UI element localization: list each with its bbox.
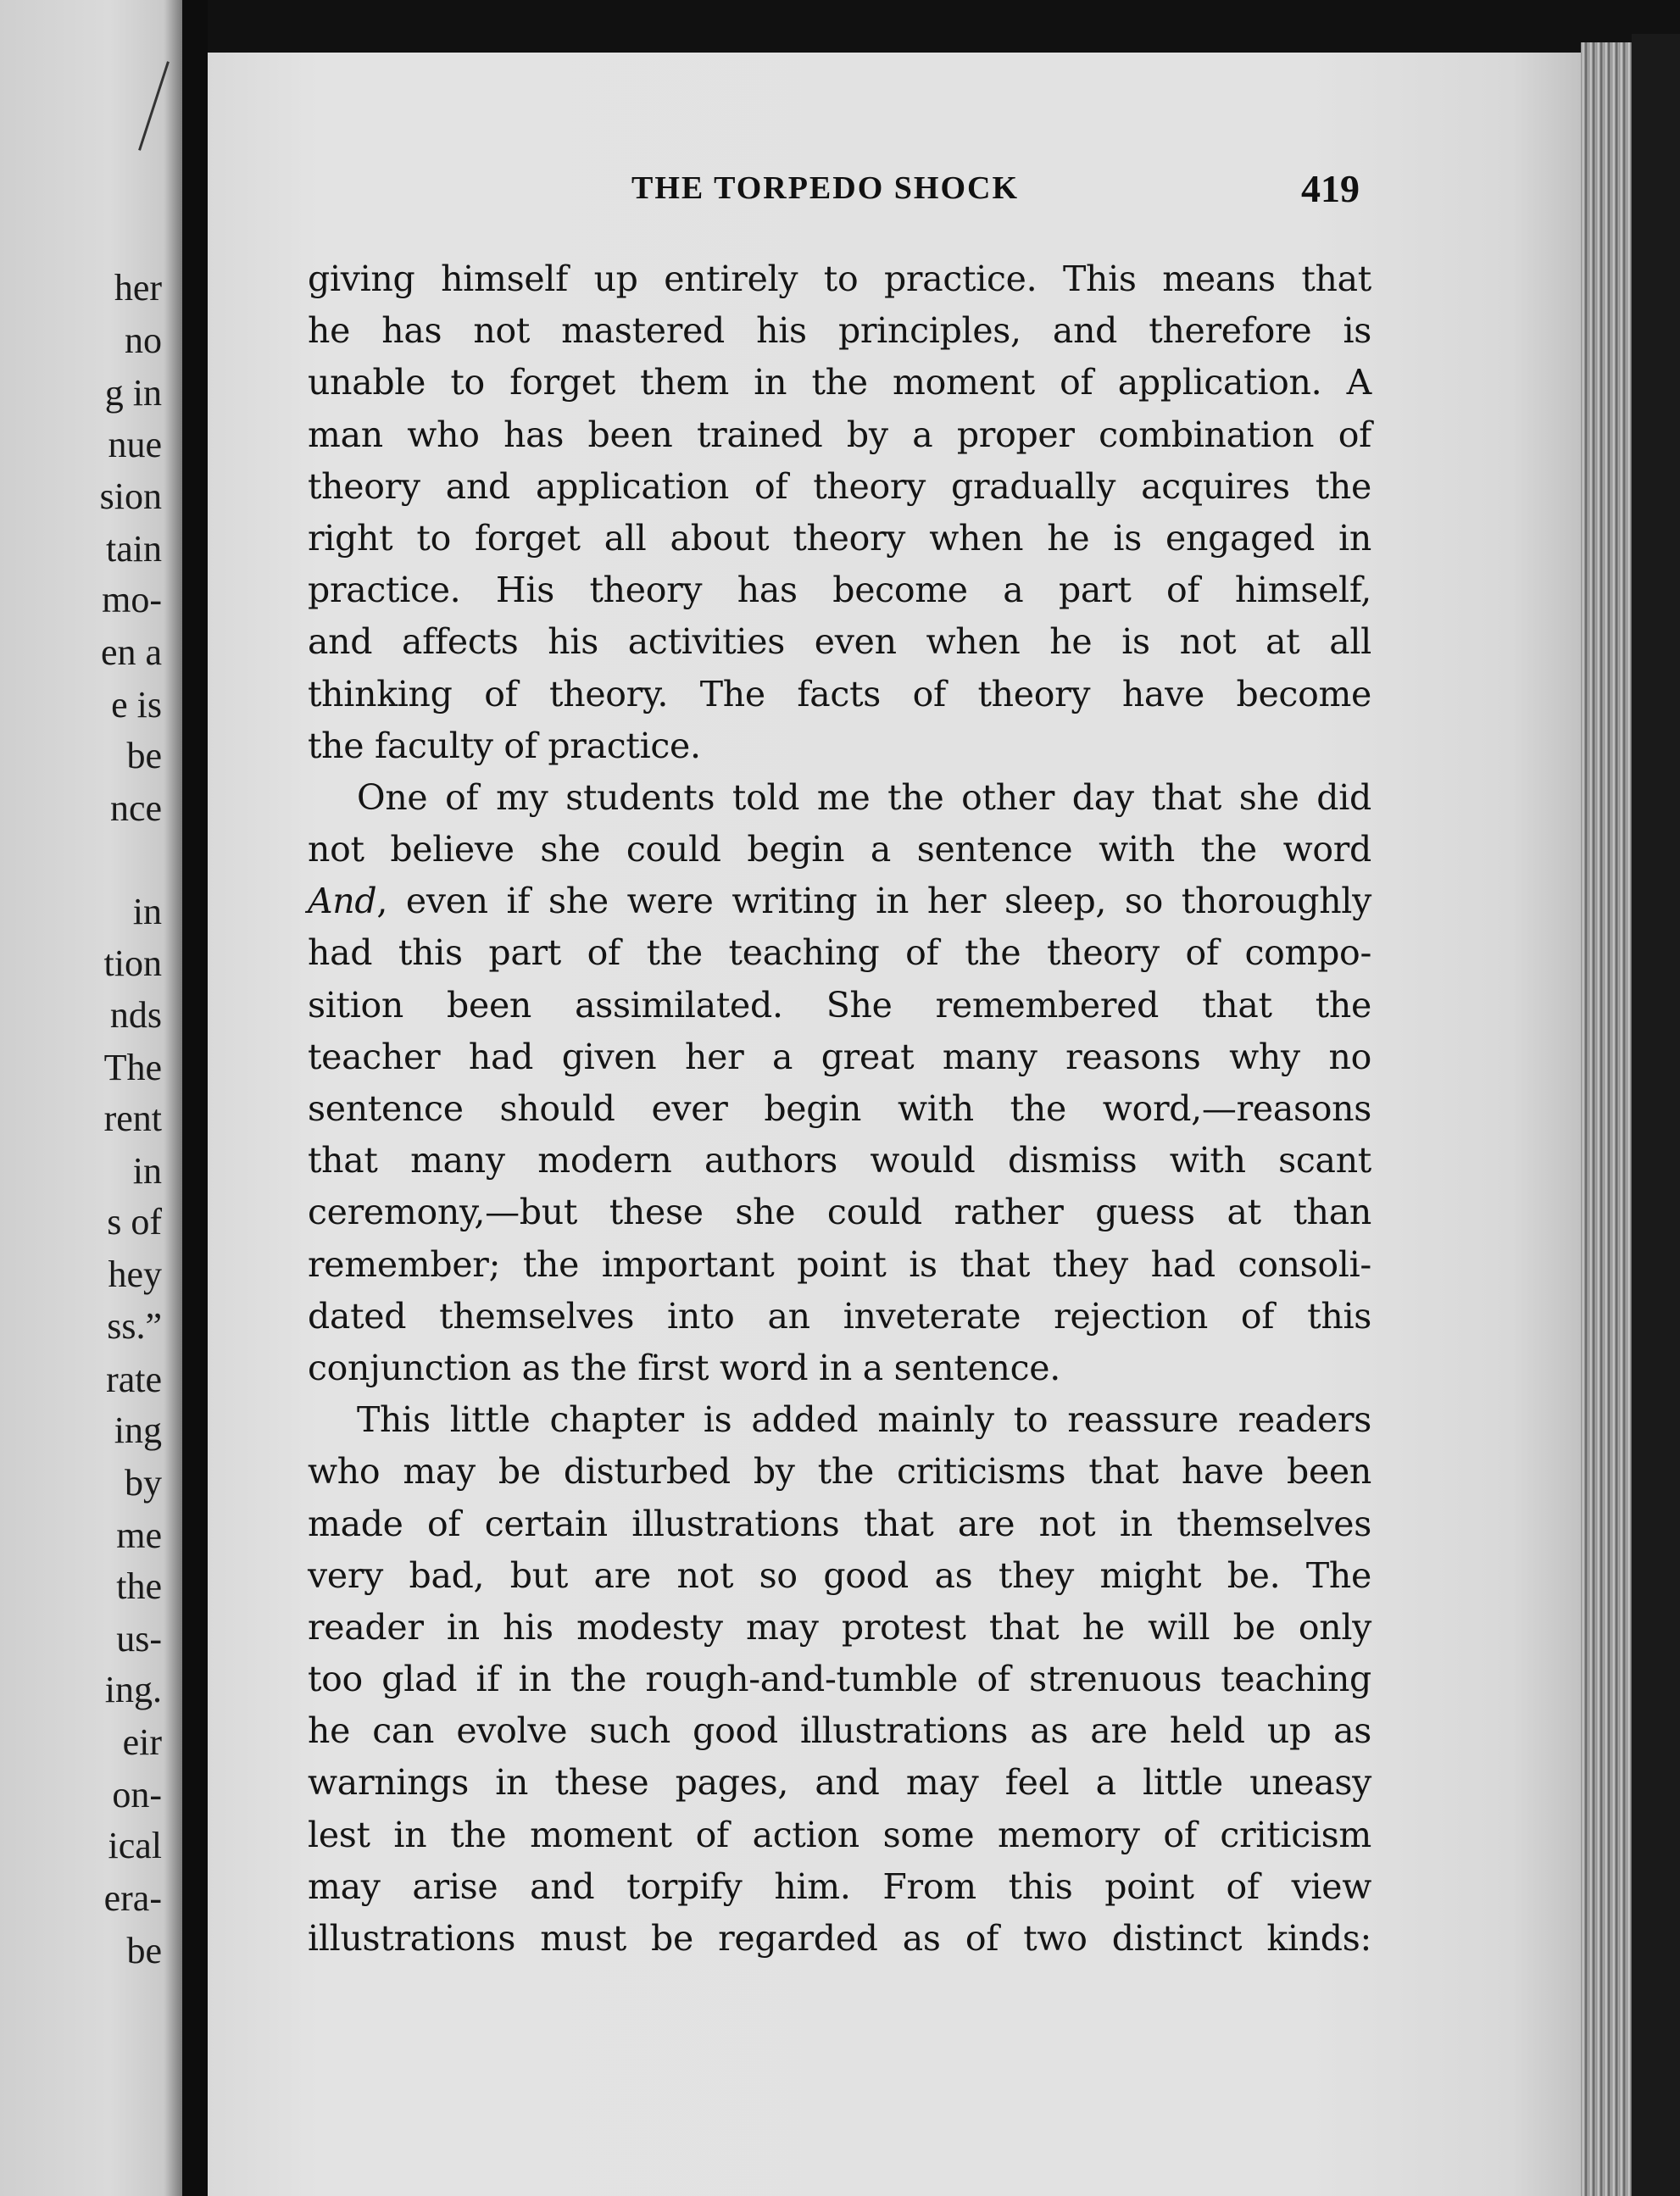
left-page-fragment: me	[116, 1515, 162, 1556]
left-page-fragment: in	[132, 1150, 162, 1192]
page-edge-stack	[1581, 42, 1632, 2196]
page-mark	[138, 61, 170, 151]
text-line: had this part of the teaching of the theory of compo-	[308, 932, 1371, 974]
text-line: made of certain illustrations that are not in themselves	[308, 1503, 1371, 1544]
left-page-fragment: rent	[103, 1098, 162, 1139]
text-line: illustrations must be regarded as of two distinct kinds:	[308, 1918, 1371, 1959]
text-line: ceremony,—but these she could rather guess at than	[308, 1192, 1371, 1233]
text-line: he can evolve such good illustrations as are held up as	[308, 1710, 1371, 1752]
text-line: too glad if in the rough-and-tumble of strenuous teaching	[308, 1659, 1371, 1700]
left-page-fragment: in	[132, 891, 162, 932]
left-page-fragment: nce	[109, 787, 162, 829]
text-line: man who has been trained by a proper combination of	[308, 414, 1371, 455]
book-page	[208, 53, 1581, 2196]
italic-word: And	[308, 881, 377, 922]
left-page-fragment: g in	[104, 372, 162, 414]
text-line-italic-and: And, even if she were writing in her sleep, so thoroughly	[308, 881, 1371, 922]
text-line: remember; the important point is that they had consoli-	[308, 1243, 1371, 1285]
text-line: lest in the moment of action some memory of criticism	[308, 1814, 1371, 1855]
page-header	[208, 167, 1581, 220]
text-line: giving himself up entirely to practice. This means that	[308, 259, 1371, 299]
running-head: THE TORPEDO SHOCK	[631, 170, 1020, 206]
left-page-fragment: be	[126, 735, 162, 776]
left-page-fragment: e is	[111, 684, 162, 726]
left-page-fragment: by	[125, 1462, 162, 1504]
left-page-fragment: ical	[108, 1825, 162, 1866]
text-line: who may be disturbed by the criticisms that have been	[308, 1451, 1371, 1493]
text-line: warnings in these pages, and may feel a little uneasy	[308, 1762, 1371, 1804]
left-page-fragment: no	[125, 320, 162, 361]
text-line: and affects his activities even when he is not at all	[308, 621, 1371, 663]
left-page-fragment: en a	[100, 631, 162, 673]
text-line: the faculty of practice.	[308, 725, 701, 766]
text-line: reader in his modesty may protest that he will be only	[308, 1606, 1371, 1648]
text-line: that many modern authors would dismiss with scant	[308, 1140, 1371, 1181]
text-line: not believe she could begin a sentence with the word	[308, 829, 1371, 870]
text-line: very bad, but are not so good as they might be. The	[308, 1554, 1371, 1596]
left-page-fragment: hey	[108, 1254, 162, 1295]
left-page-fragment: be	[126, 1930, 162, 1971]
scan-border	[1632, 34, 1680, 2196]
text-line: theory and application of theory gradually acquires the	[308, 465, 1371, 507]
text-line: he has not mastered his principles, and therefore is	[308, 310, 1371, 352]
left-page-fragment: her	[114, 267, 162, 309]
text-line: may arise and torpify him. From this point of view	[308, 1865, 1371, 1907]
text-line: right to forget all about theory when he is engaged in	[308, 517, 1371, 559]
left-page-fragment: us-	[116, 1618, 162, 1660]
left-page-fragment: the	[116, 1565, 162, 1607]
body-text	[308, 253, 1371, 1965]
left-facing-page	[0, 0, 182, 2196]
left-page-fragment: nue	[108, 424, 162, 465]
text-line: One of my students told me the other day that she did	[357, 776, 1371, 818]
left-page-fragment: ing	[114, 1409, 162, 1451]
text-line: sentence should ever begin with the word,—reasons	[308, 1088, 1371, 1129]
text-line: This little chapter is added mainly to reassure readers	[357, 1399, 1371, 1441]
left-page-fragment: The	[103, 1047, 162, 1088]
left-page-fragment: ss.”	[107, 1305, 162, 1347]
left-page-fragment: era-	[103, 1877, 162, 1919]
page-number: 419	[1301, 167, 1360, 210]
text-line: sition been assimilated. She remembered that the	[308, 984, 1371, 1026]
left-page-fragment: mo-	[102, 579, 162, 620]
left-page-fragment: tain	[106, 528, 162, 570]
left-page-fragment: tion	[103, 942, 162, 984]
left-page-fragment: rate	[106, 1359, 162, 1400]
text-line: unable to forget them in the moment of application. A	[308, 362, 1371, 403]
text-line: thinking of theory. The facts of theory have become	[308, 673, 1371, 714]
text-line: teacher had given her a great many reasons why no	[308, 1036, 1371, 1077]
text-line: dated themselves into an inveterate rejection of this	[308, 1295, 1371, 1337]
left-page-fragment: ing.	[104, 1669, 162, 1710]
left-page-fragment: on-	[112, 1774, 162, 1815]
left-page-fragment: nds	[109, 994, 162, 1036]
book-gutter	[182, 0, 208, 2196]
text-line: practice. His theory has become a part of himself,	[308, 570, 1371, 611]
text-line: conjunction as the first word in a sentence.	[308, 1347, 1060, 1388]
left-page-fragment: s of	[107, 1201, 162, 1243]
left-page-fragment: sion	[99, 475, 162, 517]
left-page-fragment: eir	[122, 1721, 162, 1763]
